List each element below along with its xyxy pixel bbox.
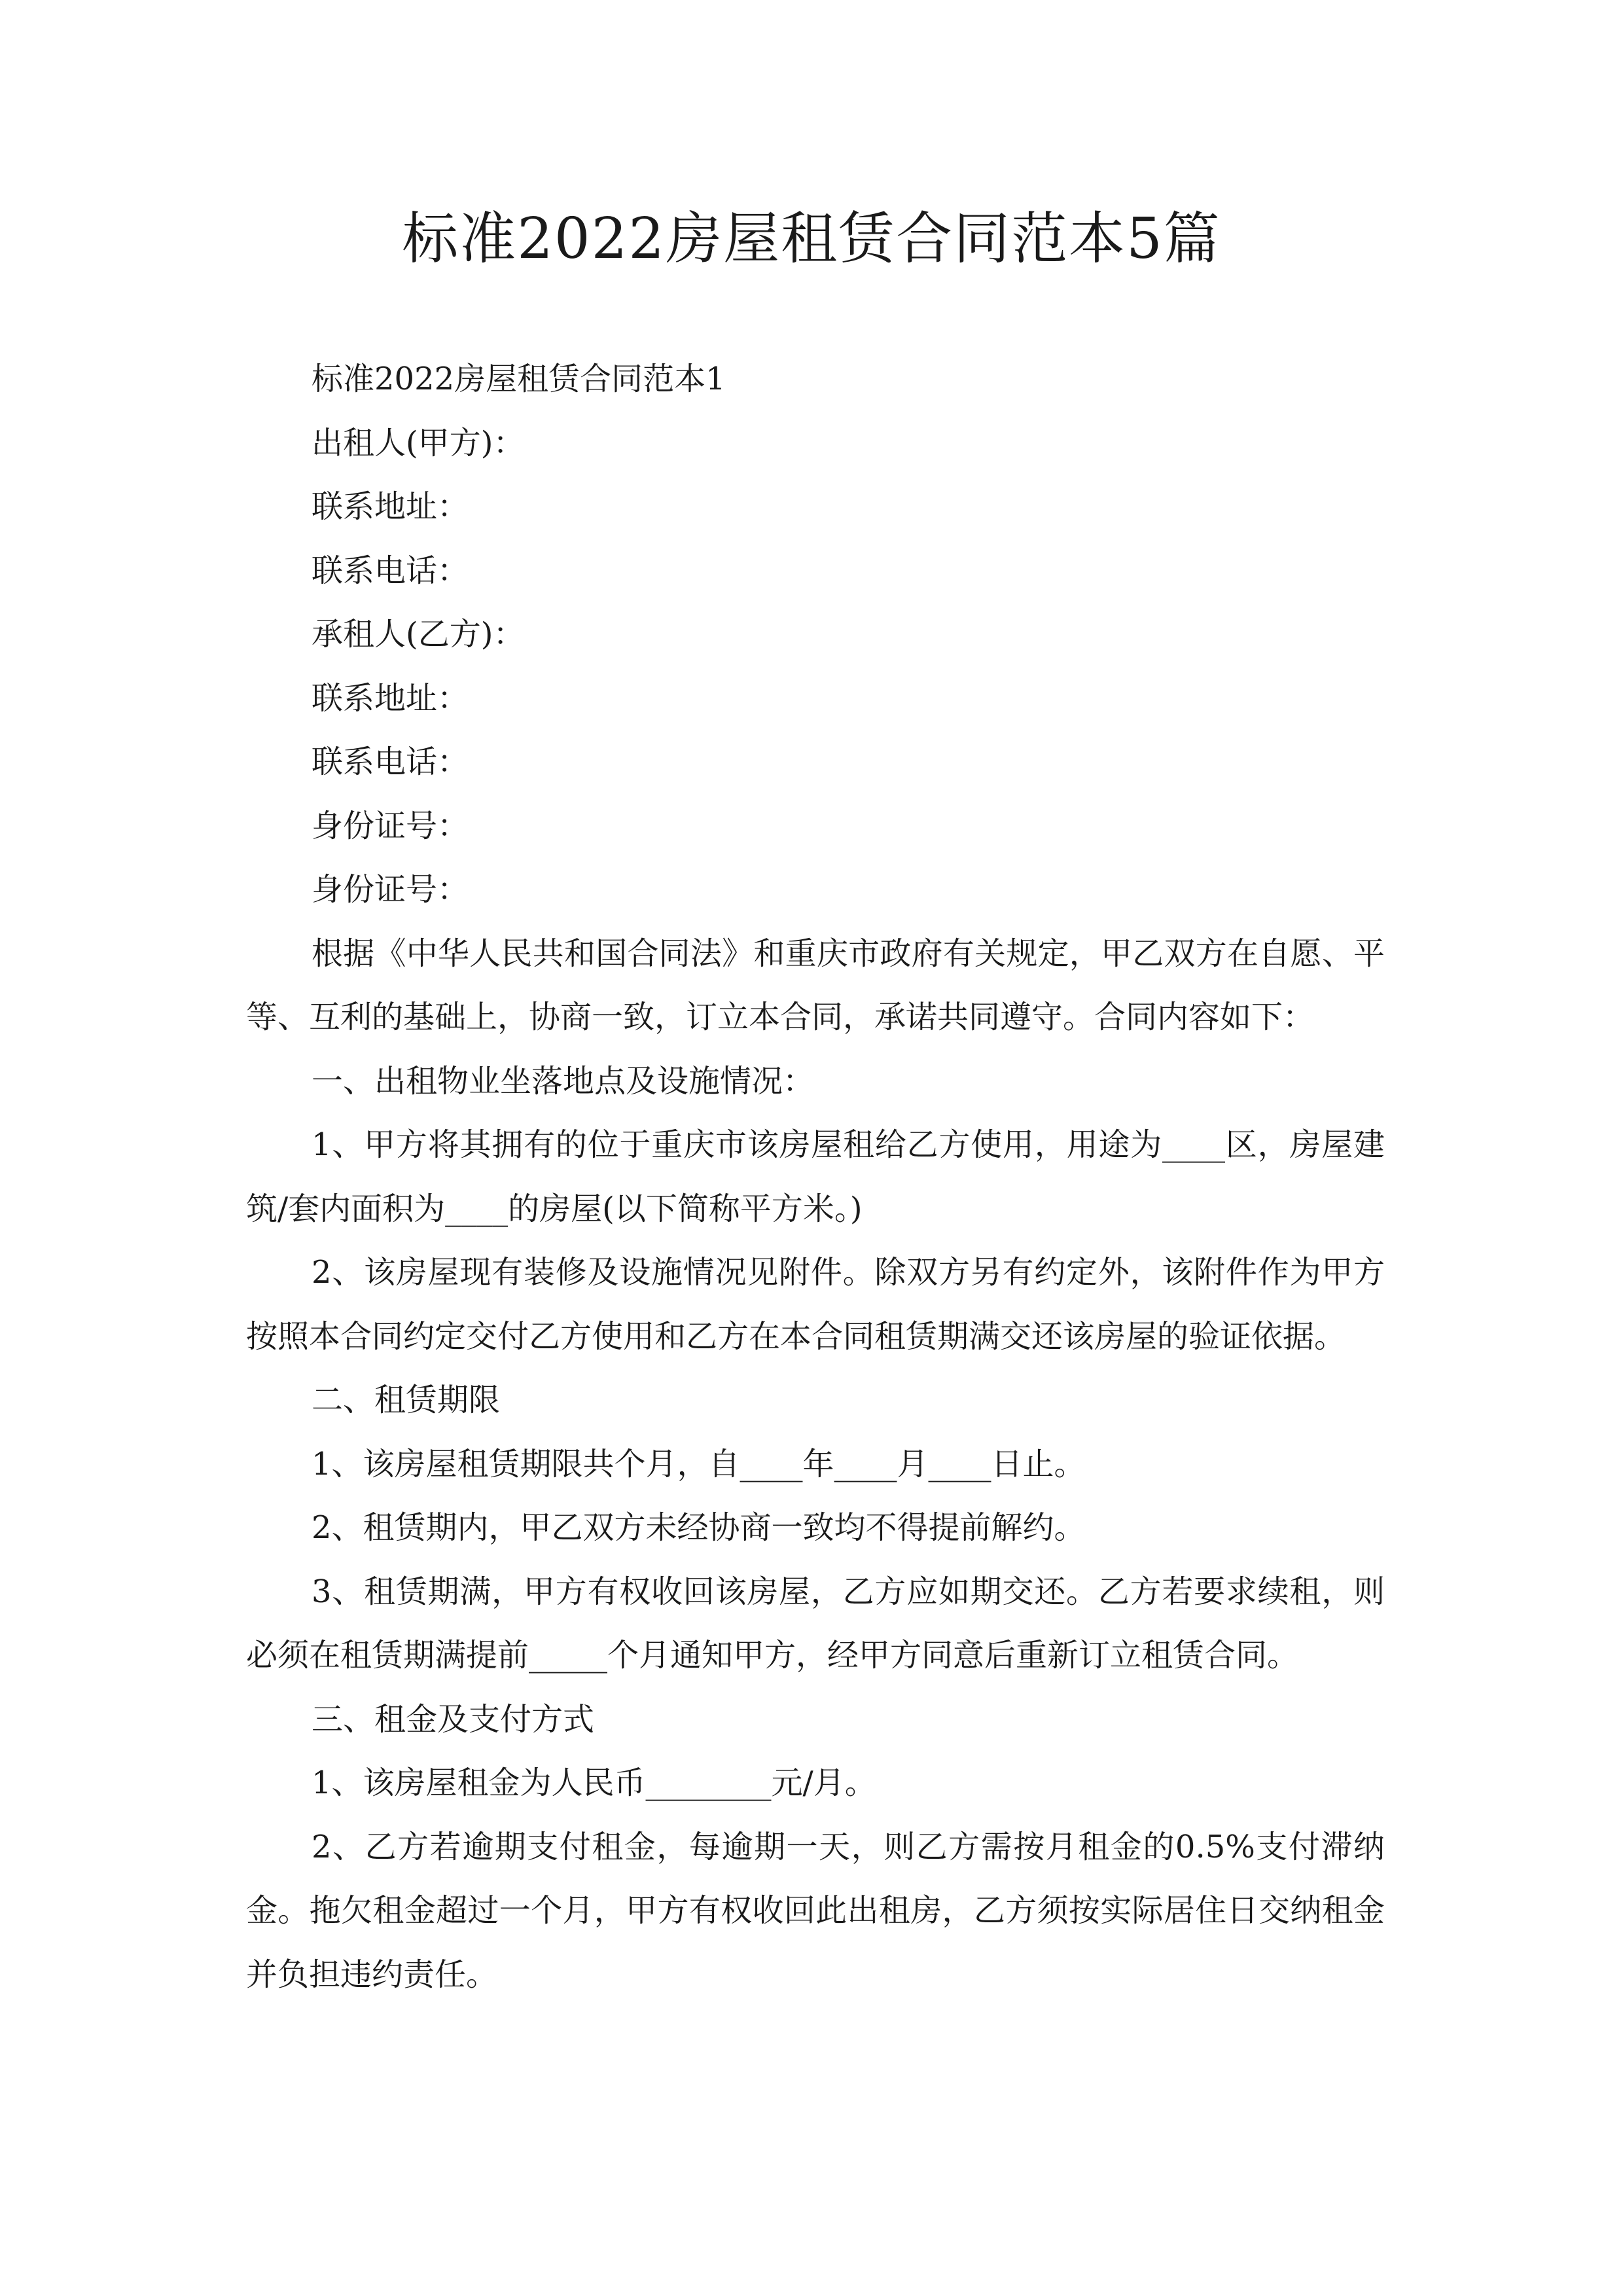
clause-paragraph: 2、该房屋现有装修及设施情况见附件。除双方另有约定外，该附件作为甲方按照本合同约定交付乙方使用和乙方在本合同租赁期满交还该房屋的验证依据。 <box>246 1254 1385 1355</box>
section-heading: 标准2022房屋租赁合同范本1 <box>312 361 726 397</box>
lessee-field: 承租人(乙方)： <box>312 616 525 653</box>
clause-paragraph: 1、甲方将其拥有的位于重庆市该房屋租给乙方使用，用途为____区，房屋建筑/套内面积为____的房屋(以下简称平方米。) <box>246 1126 1385 1227</box>
clause-paragraph: 2、乙方若逾期支付租金，每逾期一天，则乙方需按月租金的0.5%支付滞纳金。拖欠租金超过一个月，甲方有权收回此出租房，乙方须按实际居住日交纳租金并负担违约责任。 <box>246 1828 1385 1993</box>
clause-heading: 三、租金及支付方式 <box>312 1700 595 1738</box>
lessee-phone-field: 联系电话： <box>312 744 469 780</box>
id-number-field: 身份证号： <box>312 871 469 908</box>
clause-paragraph: 2、租赁期内，甲乙双方未经协商一致均不得提前解约。 <box>312 1509 1086 1546</box>
clause-paragraph: 1、该房屋租赁期限共个月，自____年____月____日止。 <box>312 1445 1086 1482</box>
clause-heading: 二、租赁期限 <box>312 1382 501 1418</box>
document-title: 标准2022房屋租赁合同范本5篇 <box>402 206 1221 272</box>
clause-heading: 一、出租物业坐落地点及设施情况： <box>312 1062 815 1100</box>
id-number-field: 身份证号： <box>312 807 469 844</box>
clause-paragraph: 3、租赁期满，甲方有权收回该房屋，乙方应如期交还。乙方若要求续租，则必须在租赁期满提前_____个月通知甲方，经甲方同意后重新订立租赁合同。 <box>246 1573 1385 1674</box>
lessor-phone-field: 联系电话： <box>312 552 469 589</box>
lessor-address-field: 联系地址： <box>312 488 469 525</box>
document-body <box>246 348 1385 2007</box>
lessee-address-field: 联系地址： <box>312 679 469 717</box>
preamble-paragraph: 根据《中华人民共和国合同法》和重庆市政府有关规定，甲乙双方在自愿、平等、互利的基础上，协商一致，订立本合同，承诺共同遵守。合同内容如下： <box>246 935 1385 1035</box>
lessor-field: 出租人(甲方)： <box>312 424 525 461</box>
clause-paragraph: 1、该房屋租金为人民币________元/月。 <box>312 1765 876 1801</box>
